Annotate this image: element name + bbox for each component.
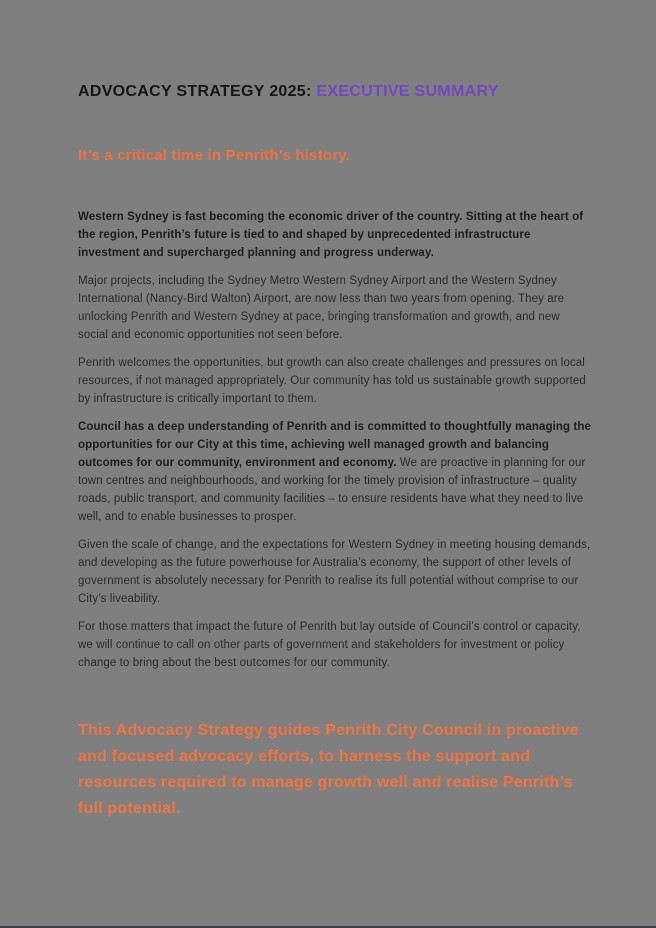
paragraph-3-text: Penrith welcomes the opportunities, but growth can also create challenges and pressures on local resources, if not managed appropriately. Our community has told us sustainable growth supported by infrastructure is critically important to them. bbox=[78, 356, 586, 405]
paragraph-5-text: Given the scale of change, and the expectations for Western Sydney in meeting housing demands, and developing as the future powerhouse for Australia’s economy, the support of other levels of government is absolutely necessary for Penrith to realise its full potential without comprise to our City’s liveability. bbox=[78, 538, 591, 605]
paragraph-1 bbox=[78, 208, 592, 262]
section-subheading: It’s a critical time in Penrith’s history. bbox=[78, 147, 351, 164]
paragraph-3 bbox=[78, 354, 592, 408]
paragraph-5 bbox=[78, 536, 592, 608]
paragraph-1-bold: Western Sydney is fast becoming the economic driver of the country. Sitting at the heart of the region, Penrith’s future is tied to and shaped by unprecedented infrastructure investment and supercharged planning and progress underway. bbox=[78, 210, 584, 259]
paragraph-4-text: We are proactive in planning for our town centres and neighbourhoods, and working for the timely provision of infrastructure – quality roads, public transport, and community facilities – to ensure residents have what they need to live well, and to enable businesses to prosper. bbox=[78, 456, 586, 523]
paragraph-6 bbox=[78, 618, 592, 672]
paragraph-4 bbox=[78, 418, 592, 526]
paragraph-6-text: For those matters that impact the future of Penrith but lay outside of Council’s control or capacity, we will continue to call on other parts of government and stakeholders for investment or policy change to bring about the best outcomes for our community. bbox=[78, 620, 581, 669]
page-title-accent: EXECUTIVE SUMMARY bbox=[316, 83, 499, 100]
paragraph-2 bbox=[78, 272, 592, 344]
page-title bbox=[78, 82, 592, 102]
paragraph-2-text: Major projects, including the Sydney Metro Western Sydney Airport and the Western Sydney International (Nancy-Bird Walton) Airport, are now less than two years from opening. They are unlocking Penrith and Western Sydney at pace, bringing transformation and growth, and new social and economic opportunities not seen before. bbox=[78, 274, 565, 341]
closing-statement: This Advocacy Strategy guides Penrith City Council in proactive and focused advocacy efforts, to harness the support and resources required to manage growth well and realise Penrith’s full potential. bbox=[78, 721, 580, 817]
body-copy bbox=[78, 208, 592, 672]
page-title-main: ADVOCACY STRATEGY 2025: bbox=[78, 83, 317, 100]
paragraph-4-bold: Council has a deep understanding of Penrith and is committed to thoughtfully managing the opportunities for our City at this time, achieving well managed growth and balancing outcomes for our community, environment and economy. bbox=[78, 420, 592, 469]
